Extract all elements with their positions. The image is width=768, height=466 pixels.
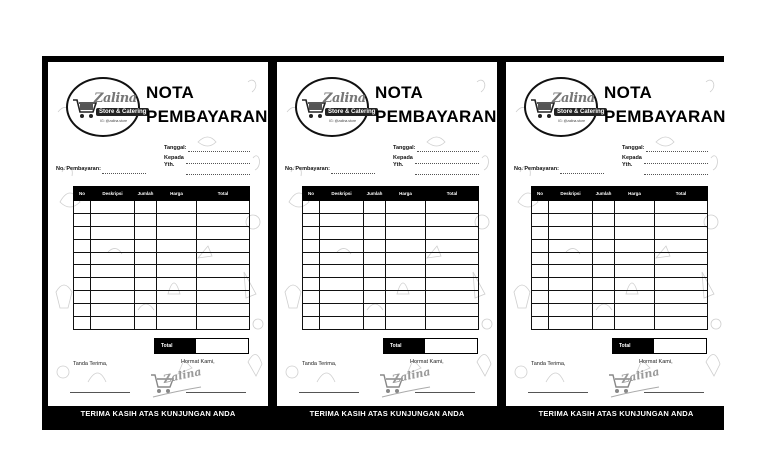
table-cell[interactable]: [320, 213, 364, 226]
hormat-kami-label: Hormat Kami,: [639, 359, 673, 365]
column-header: Total: [197, 187, 250, 201]
footer-thank-you: TERIMA KASIH ATAS KUNJUNGAN ANDA: [80, 409, 236, 418]
table-row: [303, 317, 479, 330]
table-cell[interactable]: [615, 226, 655, 239]
table-cell[interactable]: [655, 239, 708, 252]
title-line-2: PEMBAYARAN: [375, 107, 497, 126]
no-pembayaran-field[interactable]: [560, 173, 604, 174]
table-cell[interactable]: [320, 304, 364, 317]
title-line-2: PEMBAYARAN: [604, 107, 726, 126]
table-body: [303, 201, 479, 330]
table-cell[interactable]: [386, 304, 426, 317]
table-cell[interactable]: [364, 278, 386, 291]
table-cell[interactable]: [426, 252, 479, 265]
column-header: No: [532, 187, 549, 201]
tanda-terima-label: Tanda Terima,: [531, 361, 566, 367]
store-logo: [524, 77, 605, 137]
stamp-brand: Zalina: [162, 365, 203, 386]
table-cell[interactable]: [91, 239, 135, 252]
table-cell[interactable]: [197, 278, 250, 291]
column-header: Jumlah: [135, 187, 157, 201]
items-table: [73, 186, 250, 330]
table-cell[interactable]: [426, 201, 479, 214]
table-row: [303, 213, 479, 226]
kepada-field[interactable]: [415, 163, 479, 164]
tanggal-label: Tanggal:: [622, 145, 645, 151]
table-row: [303, 304, 479, 317]
table-cell[interactable]: [157, 278, 197, 291]
table-cell[interactable]: [532, 278, 549, 291]
total-label: Total: [384, 339, 425, 353]
table-cell[interactable]: [593, 278, 615, 291]
table-cell[interactable]: [615, 278, 655, 291]
table-cell[interactable]: [157, 201, 197, 214]
table-cell[interactable]: [135, 291, 157, 304]
table-cell[interactable]: [135, 317, 157, 330]
table-cell[interactable]: [655, 213, 708, 226]
store-logo: [66, 77, 147, 137]
payment-note-2: [277, 62, 497, 406]
table-row: [303, 278, 479, 291]
yth-text: Yth.: [393, 161, 404, 168]
table-cell[interactable]: [655, 226, 708, 239]
tanggal-label: Tanggal:: [164, 145, 187, 151]
total-box: [612, 338, 707, 354]
table-row: [532, 239, 708, 252]
tanggal-field[interactable]: [188, 151, 250, 152]
table-cell[interactable]: [426, 317, 479, 330]
table-cell[interactable]: [593, 317, 615, 330]
table-cell[interactable]: [655, 317, 708, 330]
table-cell[interactable]: [364, 252, 386, 265]
table-cell[interactable]: [593, 252, 615, 265]
column-header: Deskripsi: [549, 187, 593, 201]
table-cell[interactable]: [549, 304, 593, 317]
table-cell[interactable]: [303, 317, 320, 330]
table-cell[interactable]: [532, 291, 549, 304]
table-cell[interactable]: [74, 252, 91, 265]
table-cell[interactable]: [135, 252, 157, 265]
receiver-signature-line[interactable]: [70, 392, 130, 393]
kepada-field-line-2[interactable]: [186, 174, 250, 175]
table-cell[interactable]: [549, 226, 593, 239]
table-header-row: [303, 187, 479, 201]
items-table: [302, 186, 479, 330]
table-cell[interactable]: [386, 213, 426, 226]
document-title: [146, 81, 268, 129]
table-cell[interactable]: [532, 304, 549, 317]
kepada-label: [164, 155, 184, 168]
table-row: [74, 239, 250, 252]
footer-thank-you: TERIMA KASIH ATAS KUNJUNGAN ANDA: [538, 409, 694, 418]
logo-brand-name: Zalina: [94, 91, 137, 106]
table-cell[interactable]: [320, 291, 364, 304]
table-cell[interactable]: [426, 226, 479, 239]
table-row: [532, 226, 708, 239]
table-cell[interactable]: [532, 226, 549, 239]
no-pembayaran-field[interactable]: [102, 173, 146, 174]
title-line-1: NOTA: [375, 83, 424, 102]
table-cell[interactable]: [74, 213, 91, 226]
column-header: Deskripsi: [91, 187, 135, 201]
table-cell[interactable]: [303, 278, 320, 291]
table-row: [532, 278, 708, 291]
title-line-2: PEMBAYARAN: [146, 107, 268, 126]
store-logo: [295, 77, 376, 137]
table-cell[interactable]: [303, 304, 320, 317]
table-cell[interactable]: [532, 252, 549, 265]
table-cell[interactable]: [74, 201, 91, 214]
table-row: [303, 252, 479, 265]
column-header: Total: [426, 187, 479, 201]
table-cell[interactable]: [615, 291, 655, 304]
table-cell[interactable]: [532, 201, 549, 214]
table-cell[interactable]: [532, 213, 549, 226]
table-cell[interactable]: [197, 265, 250, 278]
table-cell[interactable]: [135, 304, 157, 317]
table-cell[interactable]: [91, 226, 135, 239]
table-cell[interactable]: [426, 304, 479, 317]
table-cell[interactable]: [320, 226, 364, 239]
kepada-text: Kepada: [622, 155, 642, 161]
table-cell[interactable]: [549, 265, 593, 278]
table-cell[interactable]: [386, 239, 426, 252]
table-cell[interactable]: [549, 278, 593, 291]
table-cell[interactable]: [364, 213, 386, 226]
table-cell[interactable]: [593, 213, 615, 226]
logo-brand-name: Zalina: [323, 91, 366, 106]
column-header: Harga: [386, 187, 426, 201]
table-cell[interactable]: [91, 317, 135, 330]
table-row: [74, 304, 250, 317]
footer-thank-you: TERIMA KASIH ATAS KUNJUNGAN ANDA: [309, 409, 465, 418]
table-cell[interactable]: [74, 226, 91, 239]
kepada-label: [622, 155, 642, 168]
kepada-text: Kepada: [393, 155, 413, 161]
document-title: [604, 81, 726, 129]
table-cell[interactable]: [135, 226, 157, 239]
table-row: [74, 265, 250, 278]
table-cell[interactable]: [615, 213, 655, 226]
table-cell[interactable]: [303, 239, 320, 252]
table-row: [532, 291, 708, 304]
column-header: Harga: [157, 187, 197, 201]
hormat-kami-label: Hormat Kami,: [181, 359, 215, 365]
table-row: [74, 201, 250, 214]
table-cell[interactable]: [386, 252, 426, 265]
table-cell[interactable]: [386, 226, 426, 239]
table-cell[interactable]: [91, 213, 135, 226]
table-cell[interactable]: [320, 317, 364, 330]
table-cell[interactable]: [303, 252, 320, 265]
table-row: [532, 213, 708, 226]
table-cell[interactable]: [364, 304, 386, 317]
table-cell[interactable]: [320, 239, 364, 252]
table-cell[interactable]: [549, 213, 593, 226]
table-cell[interactable]: [386, 317, 426, 330]
table-cell[interactable]: [197, 317, 250, 330]
table-cell[interactable]: [135, 278, 157, 291]
table-cell[interactable]: [303, 265, 320, 278]
table-cell[interactable]: [615, 265, 655, 278]
table-cell[interactable]: [615, 317, 655, 330]
table-cell[interactable]: [615, 239, 655, 252]
table-cell[interactable]: [135, 201, 157, 214]
table-cell[interactable]: [135, 213, 157, 226]
table-cell[interactable]: [593, 291, 615, 304]
document-title: [375, 81, 497, 129]
title-line-1: NOTA: [604, 83, 653, 102]
kepada-text: Kepada: [164, 155, 184, 161]
table-cell[interactable]: [615, 201, 655, 214]
table-cell[interactable]: [320, 252, 364, 265]
table-cell[interactable]: [655, 265, 708, 278]
logo-contact: IG: @zalina.store: [100, 119, 128, 123]
items-table: [531, 186, 708, 330]
table-cell[interactable]: [593, 201, 615, 214]
total-box: [383, 338, 478, 354]
table-cell[interactable]: [386, 278, 426, 291]
table-cell[interactable]: [386, 265, 426, 278]
hormat-kami-label: Hormat Kami,: [410, 359, 444, 365]
store-stamp: [605, 365, 661, 401]
table-cell[interactable]: [320, 265, 364, 278]
table-header-row: [74, 187, 250, 201]
table-cell[interactable]: [157, 213, 197, 226]
table-cell[interactable]: [74, 278, 91, 291]
table-cell[interactable]: [91, 201, 135, 214]
tanda-terima-label: Tanda Terima,: [302, 361, 337, 367]
total-label: Total: [155, 339, 196, 353]
table-cell[interactable]: [364, 226, 386, 239]
table-row: [74, 252, 250, 265]
payment-note-1: [48, 62, 268, 406]
table-cell[interactable]: [197, 291, 250, 304]
table-cell[interactable]: [655, 252, 708, 265]
store-stamp: [147, 365, 203, 401]
title-line-1: NOTA: [146, 83, 195, 102]
table-cell[interactable]: [303, 213, 320, 226]
table-cell[interactable]: [532, 239, 549, 252]
column-header: No: [74, 187, 91, 201]
no-pembayaran-field[interactable]: [331, 173, 375, 174]
table-cell[interactable]: [91, 278, 135, 291]
column-header: Jumlah: [364, 187, 386, 201]
table-cell[interactable]: [655, 291, 708, 304]
logo-tagline: Store & Catering: [96, 108, 149, 116]
table-cell[interactable]: [157, 239, 197, 252]
table-cell[interactable]: [426, 278, 479, 291]
table-cell[interactable]: [655, 304, 708, 317]
table-row: [303, 239, 479, 252]
table-cell[interactable]: [135, 239, 157, 252]
table-cell[interactable]: [157, 252, 197, 265]
table-cell[interactable]: [364, 317, 386, 330]
no-pembayaran-label: No. Pembayaran:: [56, 166, 101, 172]
no-pembayaran-label: No. Pembayaran:: [514, 166, 559, 172]
logo-contact: IG: @zalina.store: [329, 119, 357, 123]
table-row: [532, 201, 708, 214]
table-cell[interactable]: [157, 291, 197, 304]
table-cell[interactable]: [74, 317, 91, 330]
table-cell[interactable]: [91, 265, 135, 278]
kepada-field[interactable]: [186, 163, 250, 164]
tanggal-label: Tanggal:: [393, 145, 416, 151]
table-cell[interactable]: [91, 291, 135, 304]
table-cell[interactable]: [426, 291, 479, 304]
table-cell[interactable]: [532, 265, 549, 278]
table-cell[interactable]: [74, 239, 91, 252]
tanggal-field[interactable]: [646, 151, 708, 152]
column-header: Harga: [615, 187, 655, 201]
table-row: [303, 226, 479, 239]
table-cell[interactable]: [364, 291, 386, 304]
table-cell[interactable]: [593, 304, 615, 317]
table-cell[interactable]: [615, 252, 655, 265]
kepada-field-line-2[interactable]: [644, 174, 708, 175]
table-cell[interactable]: [157, 226, 197, 239]
logo-brand-name: Zalina: [552, 91, 595, 106]
logo-tagline: Store & Catering: [325, 108, 378, 116]
table-cell[interactable]: [593, 239, 615, 252]
table-row: [74, 278, 250, 291]
logo-tagline: Store & Catering: [554, 108, 607, 116]
kepada-field[interactable]: [644, 163, 708, 164]
stamp-brand: Zalina: [620, 365, 661, 386]
kepada-label: [393, 155, 413, 168]
table-cell[interactable]: [364, 201, 386, 214]
table-cell[interactable]: [197, 201, 250, 214]
column-header: Deskripsi: [320, 187, 364, 201]
table-body: [74, 201, 250, 330]
kepada-field-line-2[interactable]: [415, 174, 479, 175]
logo-contact: IG: @zalina.store: [558, 119, 586, 123]
table-cell[interactable]: [303, 226, 320, 239]
table-row: [532, 265, 708, 278]
table-row: [303, 291, 479, 304]
table-row: [74, 226, 250, 239]
table-row: [74, 291, 250, 304]
receiver-signature-line[interactable]: [528, 392, 588, 393]
tanda-terima-label: Tanda Terima,: [73, 361, 108, 367]
table-cell[interactable]: [549, 317, 593, 330]
column-header: No: [303, 187, 320, 201]
table-cell[interactable]: [91, 252, 135, 265]
table-row: [303, 201, 479, 214]
yth-text: Yth.: [622, 161, 633, 168]
table-body: [532, 201, 708, 330]
column-header: Jumlah: [593, 187, 615, 201]
table-cell[interactable]: [386, 291, 426, 304]
stamp-brand: Zalina: [391, 365, 432, 386]
table-cell[interactable]: [157, 265, 197, 278]
table-cell[interactable]: [364, 239, 386, 252]
table-cell[interactable]: [655, 278, 708, 291]
table-cell[interactable]: [386, 201, 426, 214]
table-cell[interactable]: [303, 201, 320, 214]
table-cell[interactable]: [74, 291, 91, 304]
yth-text: Yth.: [164, 161, 175, 168]
store-stamp: [376, 365, 432, 401]
table-cell[interactable]: [532, 317, 549, 330]
table-cell[interactable]: [593, 226, 615, 239]
table-row: [532, 317, 708, 330]
table-row: [74, 213, 250, 226]
table-cell[interactable]: [197, 252, 250, 265]
total-label: Total: [613, 339, 654, 353]
table-cell[interactable]: [74, 265, 91, 278]
table-cell[interactable]: [197, 239, 250, 252]
table-header-row: [532, 187, 708, 201]
table-row: [532, 252, 708, 265]
table-cell[interactable]: [655, 201, 708, 214]
table-cell[interactable]: [615, 304, 655, 317]
table-cell[interactable]: [197, 226, 250, 239]
table-row: [303, 265, 479, 278]
table-cell[interactable]: [426, 239, 479, 252]
no-pembayaran-label: No. Pembayaran:: [285, 166, 330, 172]
table-cell[interactable]: [91, 304, 135, 317]
payment-note-3: [506, 62, 726, 406]
column-header: Total: [655, 187, 708, 201]
table-cell[interactable]: [197, 304, 250, 317]
table-cell[interactable]: [549, 239, 593, 252]
table-cell[interactable]: [549, 252, 593, 265]
table-row: [74, 317, 250, 330]
table-cell[interactable]: [426, 213, 479, 226]
table-cell[interactable]: [549, 201, 593, 214]
total-box: [154, 338, 249, 354]
table-cell[interactable]: [364, 265, 386, 278]
table-cell[interactable]: [426, 265, 479, 278]
table-cell[interactable]: [320, 201, 364, 214]
receiver-signature-line[interactable]: [299, 392, 359, 393]
table-cell[interactable]: [593, 265, 615, 278]
tanggal-field[interactable]: [417, 151, 479, 152]
table-cell[interactable]: [135, 265, 157, 278]
table-cell[interactable]: [74, 304, 91, 317]
table-cell[interactable]: [157, 304, 197, 317]
table-cell[interactable]: [303, 291, 320, 304]
table-row: [532, 304, 708, 317]
table-cell[interactable]: [157, 317, 197, 330]
table-cell[interactable]: [197, 213, 250, 226]
table-cell[interactable]: [320, 278, 364, 291]
table-cell[interactable]: [549, 291, 593, 304]
